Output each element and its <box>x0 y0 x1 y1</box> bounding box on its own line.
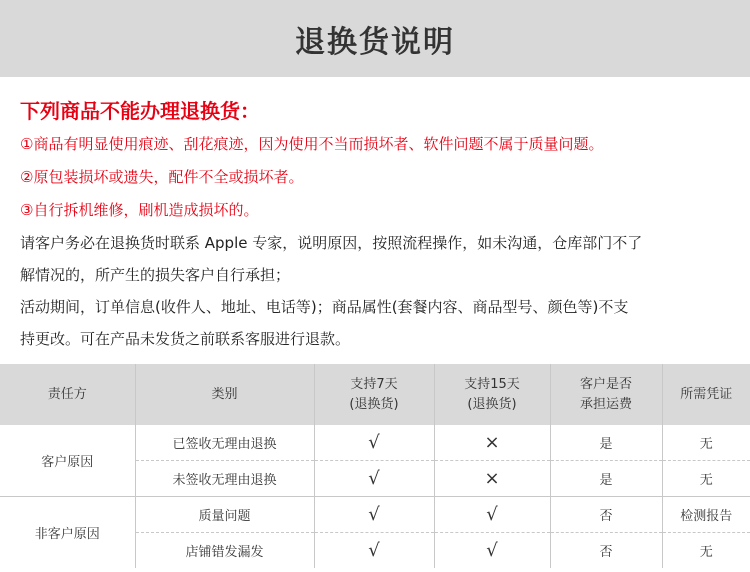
category-cell: 店铺错发漏发 <box>135 533 314 569</box>
check-mark-icon: √ <box>314 497 434 533</box>
header-7-day-return: 支持7天 (退换货) <box>314 364 434 425</box>
notice-item-2: ②原包装损坏或遗失，配件不全或损坏者。 <box>20 168 304 186</box>
notice-paragraph-line: 请客户务必在退换货时联系 Apple 专家，说明原因，按照流程操作，如未沟通，仓库部门不了 <box>20 234 643 252</box>
page-header <box>0 0 750 77</box>
header-shipping-fee: 客户是否 承担运费 <box>550 364 662 425</box>
responsible-party-cell: 非客户原因 <box>34 527 100 542</box>
shipping-cell: 否 <box>550 497 662 533</box>
shipping-cell: 是 <box>550 461 662 497</box>
notice-paragraph-line: 活动期间，订单信息(收件人、地址、电话等)；商品属性(套餐内容、商品型号、颜色等)不支 <box>20 298 629 316</box>
category-cell: 已签收无理由退换 <box>135 425 314 461</box>
table-header-row <box>0 364 750 425</box>
check-mark-icon: √ <box>314 425 434 461</box>
notice-title: 下列商品不能办理退换货： <box>20 99 260 123</box>
notice-item-1: ①商品有明显使用痕迹、刮花痕迹，因为使用不当而损坏者、软件问题不属于质量问题。 <box>20 135 604 153</box>
proof-cell: 无 <box>662 461 750 497</box>
proof-cell: 无 <box>662 533 750 569</box>
cross-mark-icon: × <box>434 425 550 461</box>
category-cell: 质量问题 <box>135 497 314 533</box>
header-category: 类别 <box>135 364 314 425</box>
notice-item-3: ③自行拆机维修，刷机造成损坏的。 <box>20 201 259 219</box>
check-mark-icon: √ <box>314 461 434 497</box>
header-15-day-return: 支持15天 (退换货) <box>434 364 550 425</box>
notice-paragraph-line: 解情况的，所产生的损失客户自行承担； <box>20 266 291 284</box>
check-mark-icon: √ <box>434 533 550 569</box>
check-mark-icon: √ <box>314 533 434 569</box>
table-row <box>0 425 750 461</box>
policy-table <box>0 364 750 568</box>
responsible-party-cell: 客户原因 <box>0 425 135 497</box>
header-responsible-party: 责任方 <box>0 364 135 425</box>
notice-paragraph-line: 持更改。可在产品未发货之前联系客服进行退款。 <box>20 330 351 348</box>
proof-cell: 检测报告 <box>662 497 750 533</box>
category-cell: 未签收无理由退换 <box>135 461 314 497</box>
page-title: 退换货说明 <box>295 24 455 60</box>
shipping-cell: 是 <box>550 425 662 461</box>
table-row <box>0 497 750 533</box>
proof-cell: 无 <box>662 425 750 461</box>
notice-section <box>20 94 740 355</box>
cross-mark-icon: × <box>434 461 550 497</box>
check-mark-icon: √ <box>434 497 550 533</box>
shipping-cell: 否 <box>550 533 662 569</box>
header-required-proof: 所需凭证 <box>662 364 750 425</box>
